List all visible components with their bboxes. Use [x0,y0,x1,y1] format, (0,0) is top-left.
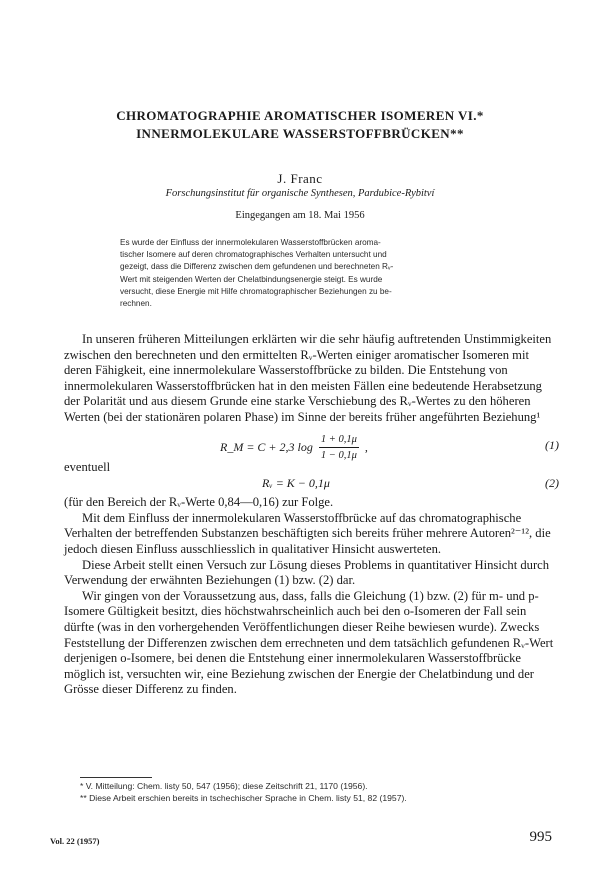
equation-1-fraction [319,432,359,464]
page-number: 995 [529,829,552,845]
abstract-line: versucht, diese Energie mit Hilfe chromatographischer Beziehungen zu be- [120,286,392,296]
equation-2-label: (2) [545,476,559,491]
author-name: J. Franc [277,171,323,186]
paragraph-intro: In unseren früheren Mitteilungen erklärten wir die sehr häufig auftretenden Unstimmigkeiten zwischen den berechneten und den ermittelten Rᵥ-Werten einiger aromatischer Isomeren mit deren Fähigkeit, eine innermolekulare Wasserstoffbrücke zu bilden. Die Entstehung von innermolekularen Wasserstoffbrücken hat in den meisten Fällen eine bedeutende Herabsetzung der Polarität und aus diesem Grunde eine starke Verschiebung des Rᵥ-Wertes zu den höheren Werten (bei der stationären polaren Phase) im Sinne der bereits früher angeführten Beziehung¹ [64,332,552,424]
article-title-line1: CHROMATOGRAPHIE AROMATISCHER ISOMEREN VI.* [116,108,484,123]
footnote-2: ** Diese Arbeit erschien bereits in tschechischer Sprache in Chem. listy 51, 82 (1957). [80,793,407,803]
equation-1 [64,426,559,460]
equation-1-numerator: 1 + 0,1μ [319,432,359,449]
paragraph-aim: Diese Arbeit stellt einen Versuch zur Lösung dieses Problems in quantitativer Hinsicht durch Verwendung der erwähnten Beziehungen (1) bzw. (2) dar. [64,557,550,588]
equation-1-tail: , [364,439,368,454]
article-body [64,332,559,698]
equation-1-expression [220,432,368,464]
connector-word: eventuell [64,459,111,474]
abstract [120,237,496,310]
abstract-line: Wert mit steigenden Werten der Chelatbindungsenergie steigt. Es wurde [120,274,383,284]
paragraph-prior-work: Mit dem Einfluss der innermolekularen Wasserstoffbrücke auf das chromatographische Verhalten der betreffenden Substanzen beschäftigten sich bereits früher mehrere Autoren²⁻¹², die jedoch diesen Einfluss ausschliesslich in qualitativer Hinsicht auswerteten. [64,510,551,556]
author-affiliation: Forschungsinstitut für organische Synthesen, Pardubice-Rybitví [165,188,435,199]
abstract-line: rechnen. [120,299,152,309]
equation-1-label: (1) [545,437,559,452]
footnote-rule [80,777,152,778]
abstract-line: Es wurde der Einfluss der innermolekularen Wasserstoffbrücken aroma- [120,238,381,247]
article-title-line2: INNERMOLEKULARE WASSERSTOFFBRÜCKEN** [136,126,464,141]
footnotes [80,780,560,804]
paragraph-method: Wir gingen von der Voraussetzung aus, dass, falls die Gleichung (1) bzw. (2) für m- und p-Isomere Gültigkeit besitzt, dies höchstwahrscheinlich auch bei den o-Isomeren der Fall sein dürfte (was in den vorhergehenden Veröffentlichungen dieser Reihe bewiesen wurde). Zwecks Feststellung der Differenzen zwischen dem errechneten und dem tatsächlich gefundenen Rᵥ-Wert derjenigen o-Isomere, bei denen die Entstehung einer innermolekularen Wasserstoffbrücke möglich ist, versuchten wir, eine Beziehung zwischen der Energie der Chelatbindung und der Grösse dieser Differenz zu finden. [64,588,554,697]
equation-1-denominator: 1 − 0,1μ [320,450,357,462]
received-date: Eingegangen am 18. Mai 1956 [235,210,365,221]
volume-info: Vol. 22 (1957) [50,836,100,846]
footnote-1: * V. Mitteilung: Chem. listy 50, 547 (1956); diese Zeitschrift 21, 1170 (1956). [80,781,368,791]
paragraph-range: (für den Bereich der Rᵥ-Werte 0,84—0,16) zur Folge. [64,495,334,510]
equation-2-expression: Rᵥ = K − 0,1μ [262,476,330,491]
abstract-line: tischer Isomere auf deren chromatographisches Verhalten untersucht und [120,250,387,260]
equation-2 [64,475,559,495]
equation-1-lhs: R_M = C + 2,3 log [220,439,313,454]
abstract-line: gezeigt, dass die Differenz zwischen dem gefundenen und berechneten Rᵥ- [120,262,394,272]
